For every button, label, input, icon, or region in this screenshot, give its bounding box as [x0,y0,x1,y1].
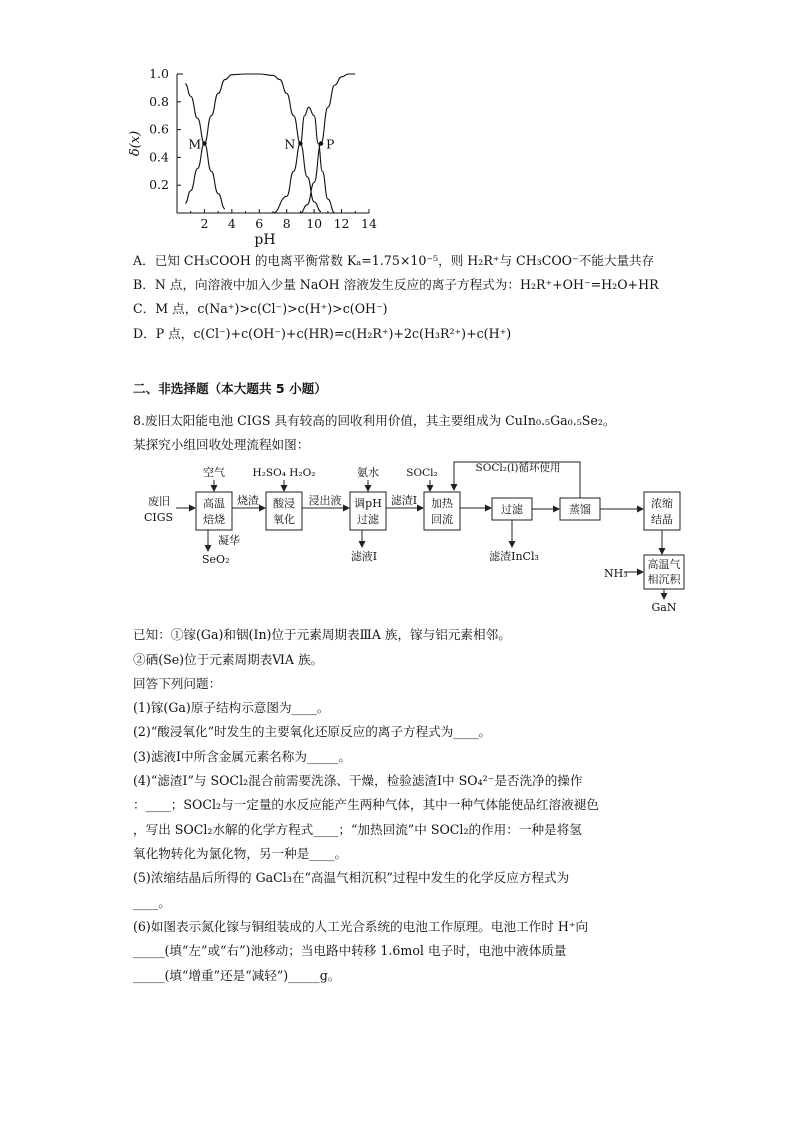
box-distill-label: 蒸馏 [569,503,591,516]
box-vapor-deposition-label-1: 高温气 [647,558,681,571]
seo2-label: SeO₂ [202,553,230,566]
x-tick-label: 2 [200,216,209,231]
point-n [298,141,302,145]
part-4-line-1: (4)“滤渣Ⅰ”与 SOCl₂混合前需要洗涤、干燥，检验滤渣Ⅰ中 SO₄²⁻是否洗净的操作 [133,773,583,788]
option-b: B．N 点，向溶液中加入少量 NaOH 溶液发生反应的离子方程式为：H₂R⁺+OH⁻=H₂O+HR [133,277,659,292]
x-axis-label: pH [254,232,276,248]
box-acid-leach-label-1: 酸浸 [273,497,295,510]
q8-intro-1: 8.废旧太阳能电池 CIGS 具有较高的回收利用价值，其主要组成为 CuIn₀.₅Ga₀.₅Se₂。 [133,413,616,428]
acid-reagents-label: H₂SO₄ H₂O₂ [252,467,316,479]
x-tick-label: 10 [306,216,323,231]
part-1: (1)镓(Ga)原子结构示意图为____。 [133,700,330,715]
speciation-chart [125,60,385,250]
y-tick-label: 0.2 [149,177,169,193]
known-2: ②硒(Se)位于元素周期表ⅥA 族。 [133,652,324,667]
part-6-line-1: (6)如图表示氮化镓与铜组装成的人工光合系统的电池工作原理。电池工作时 H⁺向 [133,919,589,934]
sublimation-label: 凝华 [218,534,240,547]
y-tick-label: 1.0 [149,66,169,81]
socl2-label: SOCl₂ [406,467,438,479]
y-tick-label: 0.6 [149,121,169,137]
answer-prompt: 回答下列问题： [133,676,222,691]
box-adjust-ph-label-1: 调pH [354,497,382,510]
chart-ticks [149,66,377,231]
part-5-line-2: ____。 [133,895,171,910]
option-d: D．P 点，c(Cl⁻)+c(OH⁻)+c(HR)=c(H₂R⁺)+2c(H₃R²⁺)+c(H⁺) [133,326,512,341]
point-label-n: N [284,136,296,152]
x-tick-label: 8 [282,216,291,231]
point-p [319,141,323,145]
leachate-label: 浸出液 [308,494,342,507]
source-label-1: 废旧 [148,495,170,508]
incl3-label: 滤渣InCl₃ [489,550,539,563]
section-title: 二、非选择题（本大题共 5 小题） [133,381,327,396]
part-3: (3)滤液Ⅰ中所含金属元素名称为_____。 [133,749,352,764]
box-roast-label-2: 焙烧 [203,513,225,526]
box-roast-label-1: 高温 [203,497,225,510]
x-tick-label: 4 [227,216,236,231]
part-6-line-2: _____(填“左”或“右”)池移动；当电路中转移 1.6mol 电子时，电池中液体质量 [133,943,567,958]
y-tick-label: 0.8 [149,93,169,109]
point-m [202,141,206,145]
box-reflux-label-2: 回流 [431,513,453,526]
chart-points [188,137,334,152]
box-acid-leach-label-2: 氧化 [273,513,295,526]
option-a: A．已知 CH₃COOH 的电离平衡常数 Kₐ=1.75×10⁻⁵，则 H₂R⁺与 CH₃COO⁻不能大量共存 [133,253,655,268]
point-label-m: M [188,136,202,152]
ammonia-label: 氨水 [357,466,379,479]
point-label-p: P [326,136,335,152]
filtrate-i-label: 滤液Ⅰ [350,550,378,563]
part-4-line-2: ：____；SOCl₂与一定量的水反应能产生两种气体，其中一种气体能使品红溶液褪色 [133,797,599,812]
part-6-line-3: _____(填“增重”还是“减轻”)_____g。 [133,968,341,983]
y-tick-label: 0.4 [149,149,169,165]
box-vapor-deposition-label-2: 相沉积 [647,573,681,586]
y-axis-label: δ(x) [128,130,143,157]
part-5-line-1: (5)浓缩结晶后所得的 GaCl₃在“高温气相沉积”过程中发生的化学反应方程式为 [133,870,570,885]
box-concentrate-label-2: 结晶 [651,513,673,526]
box-reflux-label-1: 加热 [431,497,453,510]
cinder-label: 烧渣 [237,494,259,507]
x-tick-label: 6 [255,216,264,231]
x-tick-label: 14 [361,216,377,231]
box-concentrate-label-1: 浓缩 [651,497,673,510]
q8-intro-2: 某探究小组回收处理流程如图： [133,437,310,452]
part-2: (2)“酸浸氧化”时发生的主要氧化还原反应的离子方程式为____。 [133,724,492,739]
part-4-line-4: 氧化物转化为氯化物，另一种是____。 [133,846,348,861]
x-tick-label: 12 [333,216,350,231]
known-1: 已知：①镓(Ga)和铟(In)位于元素周期表ⅢA 族，镓与铝元素相邻。 [133,627,511,642]
nh3-label: NH₃ [604,567,628,580]
recycling-flow-diagram [138,458,698,618]
part-4-line-3: ，写出 SOCl₂水解的化学方程式____；“加热回流”中 SOCl₂的作用：一种是将氢 [133,822,582,837]
air-label: 空气 [203,466,225,479]
residue-i-label: 滤渣Ⅰ [390,494,418,507]
recycle-label: SOCl₂(l)循环使用 [475,462,561,474]
box-filter-label: 过滤 [501,503,523,516]
option-c: C．M 点，c(Na⁺)>c(Cl⁻)>c(H⁺)>c(OH⁻) [133,301,388,316]
box-adjust-ph-label-2: 过滤 [357,513,379,526]
gan-label: GaN [651,601,677,614]
source-label-2: CIGS [144,511,174,524]
